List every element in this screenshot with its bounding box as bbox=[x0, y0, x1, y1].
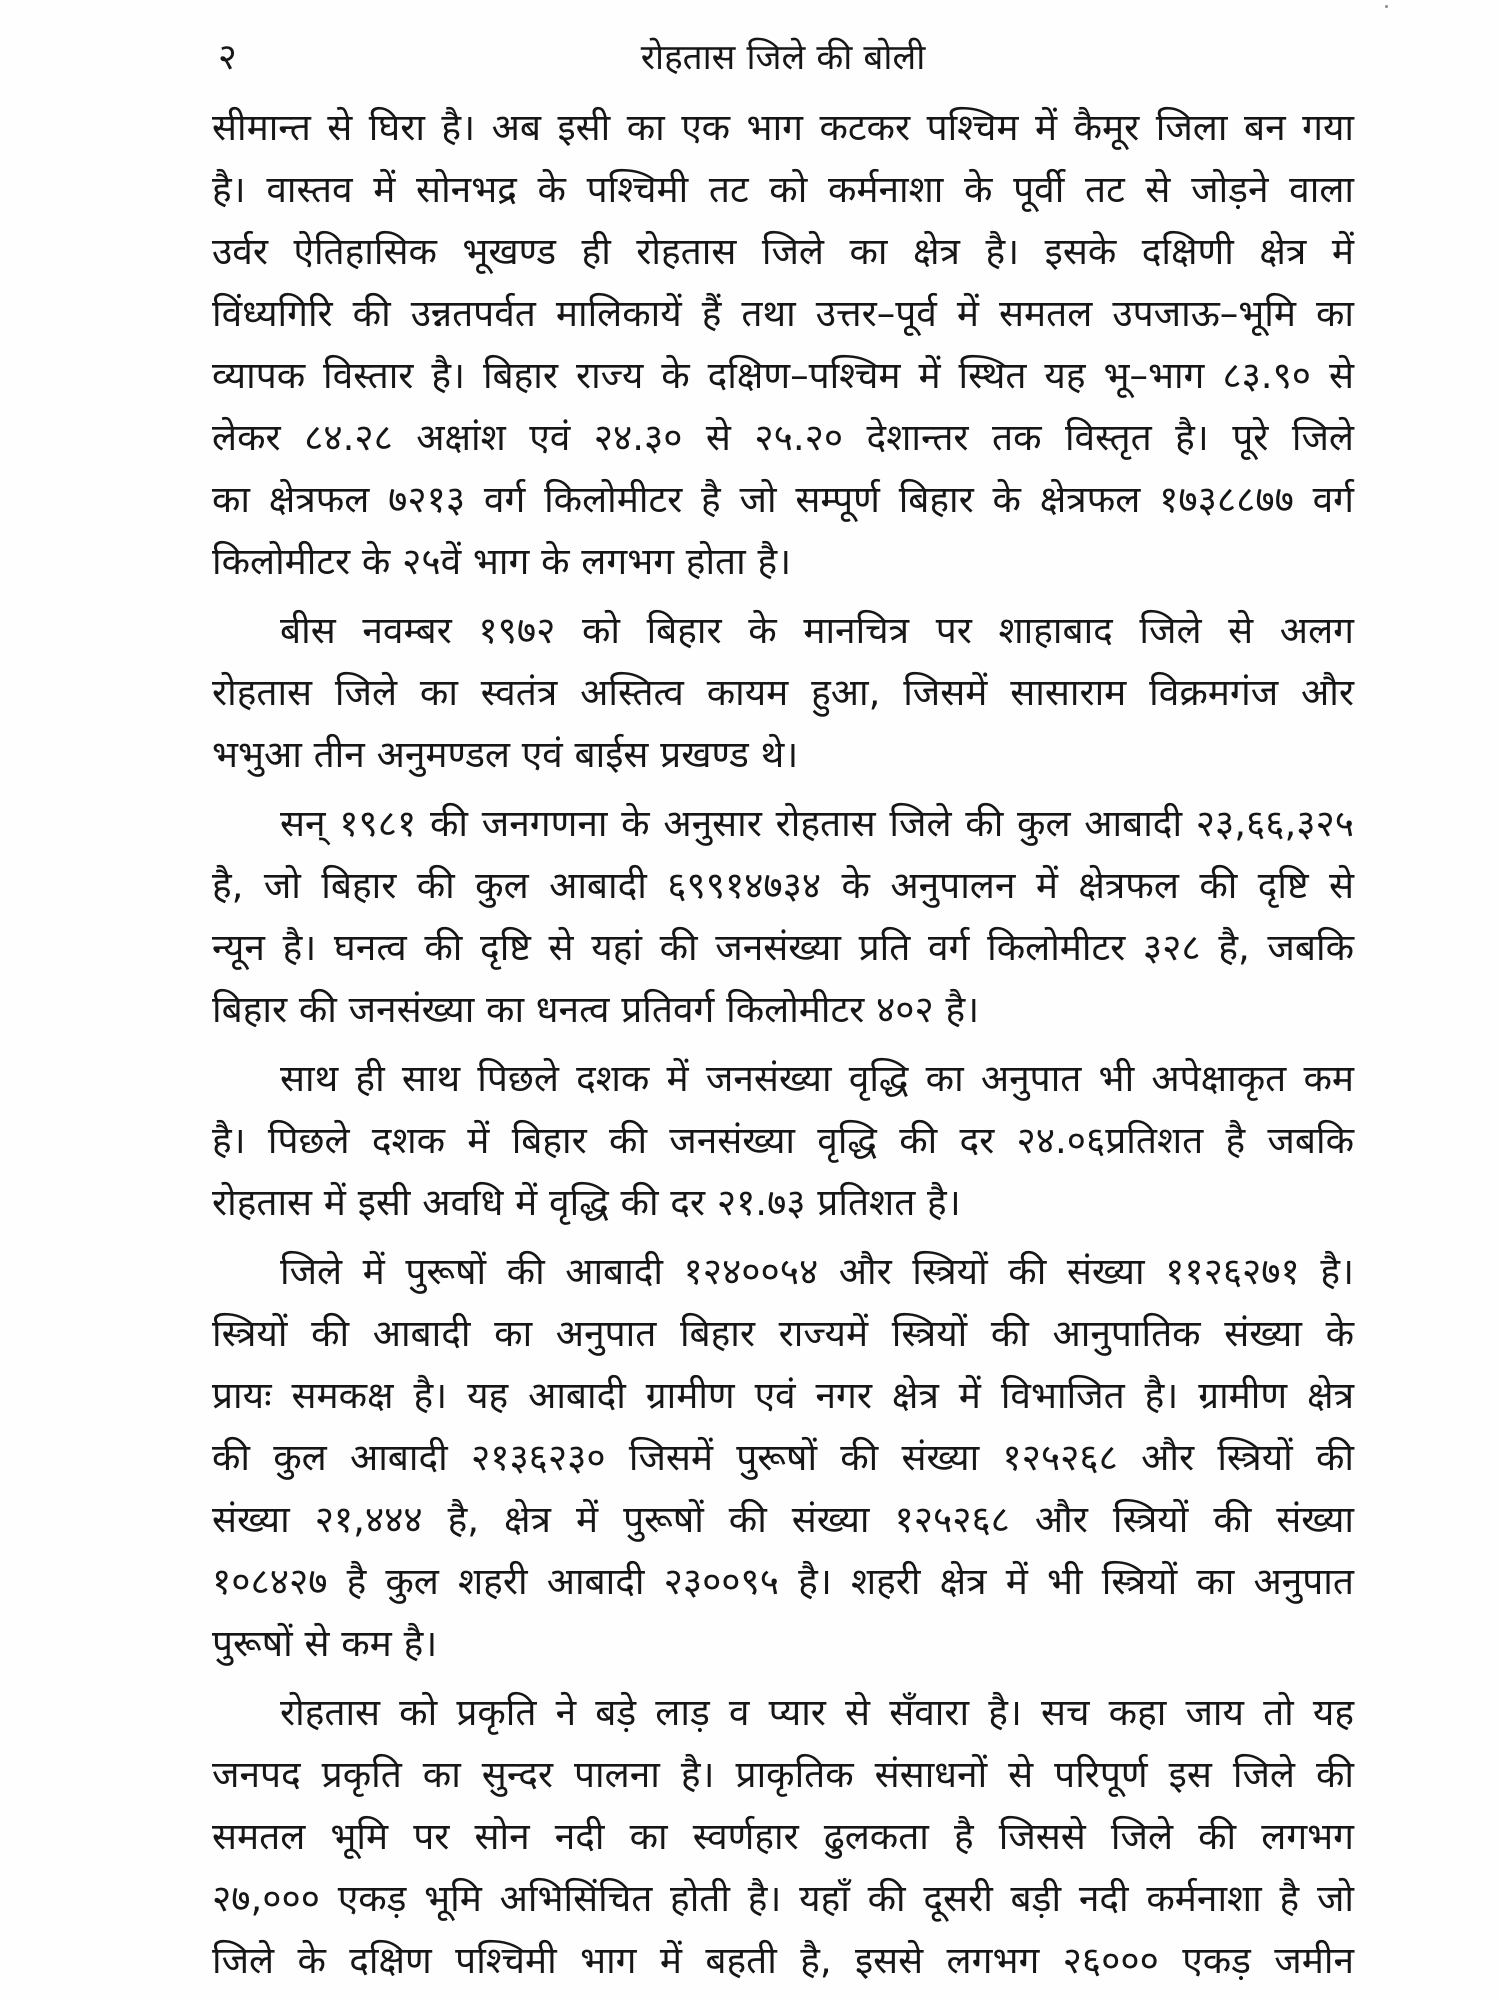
text-line: का क्षेत्रफल ७२१३ वर्ग किलोमीटर है जो सम्पूर्ण बिहार के क्षेत्रफल १७३८८७७ वर्ग bbox=[212, 478, 1354, 521]
page-number: २ bbox=[218, 37, 237, 78]
text-line: उर्वर ऐतिहासिक भूखण्ड ही रोहतास जिले का क्षेत्र है। इसके दक्षिणी क्षेत्र में bbox=[212, 230, 1354, 273]
paragraph bbox=[212, 600, 1354, 786]
running-title: रोहतास जिले की बोली bbox=[640, 38, 926, 78]
text-line: जनपद प्रकृति का सुन्दर पालना है। प्राकृतिक संसाधनों से परिपूर्ण इस जिले की bbox=[212, 1753, 1354, 1796]
text-line: २७,००० एकड़ भूमि अभिसिंचित होती है। यहाँ की दूसरी बड़ी नदी कर्मनाशा है जो bbox=[212, 1877, 1354, 1920]
text-line: रोहतास में इसी अवधि में वृद्धि की दर २१.७३ प्रतिशत है। bbox=[212, 1181, 961, 1224]
text-line: संख्या २१,४४४ है, क्षेत्र में पुरूषों की संख्या १२५२६८ और स्त्रियों की संख्या bbox=[212, 1498, 1354, 1541]
paragraph bbox=[212, 793, 1354, 1041]
text-line: प्रायः समकक्ष है। यह आबादी ग्रामीण एवं नगर क्षेत्र में विभाजित है। ग्रामीण क्षेत्र bbox=[212, 1374, 1354, 1417]
text-line: भभुआ तीन अनुमण्डल एवं बाईस प्रखण्ड थे। bbox=[212, 733, 799, 776]
text-line: समतल भूमि पर सोन नदी का स्वर्णहार ढुलकता है जिससे जिले की लगभग bbox=[212, 1815, 1354, 1858]
text-line: पुरूषों से कम है। bbox=[212, 1622, 438, 1665]
scan-speck bbox=[1385, 5, 1388, 8]
text-line: विंध्यगिरि की उन्नतपर्वत मालिकायें हैं तथा उत्तर–पूर्व में समतल उपजाऊ–भूमि का bbox=[212, 292, 1354, 335]
text-line: किलोमीटर के २५वें भाग के लगभग होता है। bbox=[212, 540, 792, 583]
text-line: है, जो बिहार की कुल आबादी ६९९१४७३४ के अनुपालन में क्षेत्रफल की दृष्टि से bbox=[212, 864, 1354, 907]
paragraph bbox=[212, 97, 1354, 593]
text-line: लेकर ८४.२८ अक्षांश एवं २४.३० से २५.२० देशान्तर तक विस्तृत है। पूरे जिले bbox=[212, 416, 1354, 459]
text-line: बीस नवम्बर १९७२ को बिहार के मानचित्र पर शाहाबाद जिले से अलग bbox=[280, 609, 1354, 652]
paragraph bbox=[212, 1241, 1354, 1675]
text-line: की कुल आबादी २१३६२३० जिसमें पुरूषों की संख्या १२५२६८ और स्त्रियों की bbox=[212, 1436, 1354, 1479]
text-line: रोहतास को प्रकृति ने बड़े लाड़ व प्यार से सँवारा है। सच कहा जाय तो यह bbox=[280, 1691, 1354, 1734]
text-line: जिले में पुरूषों की आबादी १२४००५४ और स्त्रियों की संख्या ११२६२७१ है। bbox=[280, 1250, 1354, 1293]
text-line: है। पिछले दशक में बिहार की जनसंख्या वृद्धि की दर २४.०६प्रतिशत है जबकि bbox=[212, 1119, 1354, 1162]
text-line: न्यून है। घनत्व की दृष्टि से यहां की जनसंख्या प्रति वर्ग किलोमीटर ३२८ है, जबकि bbox=[212, 926, 1354, 969]
text-line: सीमान्त से घिरा है। अब इसी का एक भाग कटकर पश्चिम में कैमूर जिला बन गया bbox=[212, 106, 1354, 149]
text-line: व्यापक विस्तार है। बिहार राज्य के दक्षिण–पश्चिम में स्थित यह भू–भाग ८३.९० से bbox=[212, 354, 1354, 397]
running-header bbox=[212, 30, 1354, 86]
text-line: साथ ही साथ पिछले दशक में जनसंख्या वृद्धि का अनुपात भी अपेक्षाकृत कम bbox=[280, 1057, 1354, 1100]
paragraph bbox=[212, 1682, 1354, 1992]
body-text bbox=[212, 97, 1354, 1992]
text-line: जिले के दक्षिण पश्चिमी भाग में बहती है, इससे लगभग २६००० एकड़ जमीन bbox=[212, 1939, 1354, 1982]
text-line: स्त्रियों की आबादी का अनुपात बिहार राज्यमें स्त्रियों की आनुपातिक संख्या के bbox=[212, 1312, 1354, 1355]
text-line: बिहार की जनसंख्या का धनत्व प्रतिवर्ग किलोमीटर ४०२ है। bbox=[212, 988, 980, 1031]
text-line: रोहतास जिले का स्वतंत्र अस्तित्व कायम हुआ, जिसमें सासाराम विक्रमगंज और bbox=[212, 671, 1354, 714]
text-line: १०८४२७ है कुल शहरी आबादी २३००९५ है। शहरी क्षेत्र में भी स्त्रियों का अनुपात bbox=[212, 1560, 1354, 1603]
text-line: सन् १९८१ की जनगणना के अनुसार रोहतास जिले की कुल आबादी २३,६६,३२५ bbox=[280, 802, 1354, 845]
text-line: है। वास्तव में सोनभद्र के पश्चिमी तट को कर्मनाशा के पूर्वी तट से जोड़ने वाला bbox=[212, 168, 1354, 211]
paragraph bbox=[212, 1048, 1354, 1234]
